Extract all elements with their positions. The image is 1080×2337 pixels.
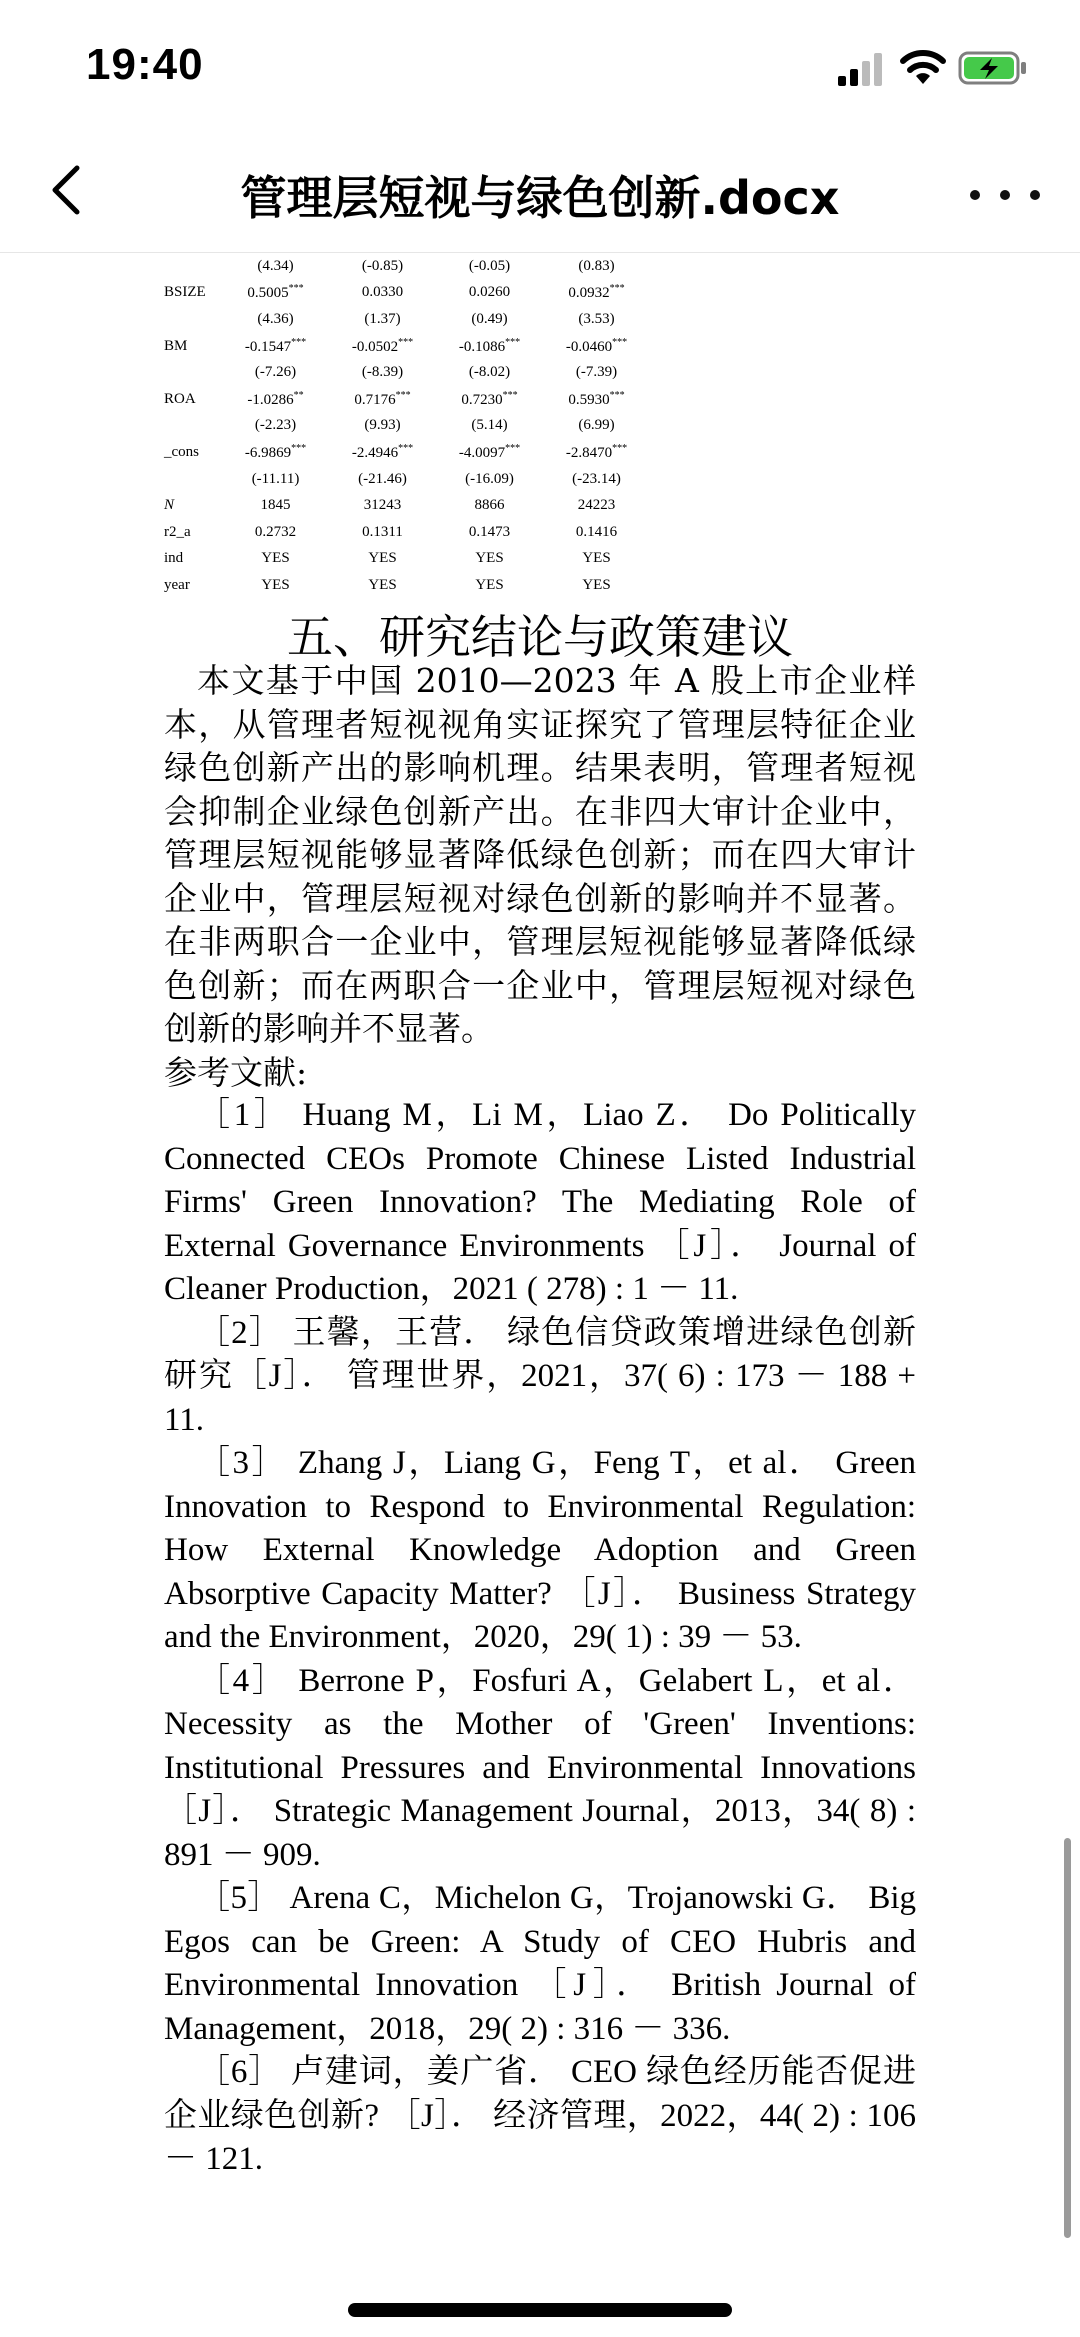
more-options-button[interactable] — [970, 180, 1040, 210]
table-value-cell: (-7.39) — [575, 364, 618, 381]
section-heading: 五、研究结论与政策建议 — [287, 610, 793, 664]
table-value-cell: (0.49) — [471, 310, 508, 327]
reference-item: ［1］ Huang M，Li M，Liao Z． Do Politically Connected CEOs Promote Chinese Listed Industrial Firms' Green Innovation? The Mediating Role of External Governance Environments ［J］． Journal of Cleaner Production，2021 ( 278) : 1 － 11. — [164, 1097, 916, 1307]
table-value-cell: (0.83) — [578, 257, 615, 274]
table-value-cell: (9.93) — [364, 417, 401, 434]
table-value-cell: 0.2732 — [254, 523, 297, 540]
table-value-cell: -6.9869*** — [244, 442, 307, 461]
table-value-cell: -4.0097*** — [458, 442, 521, 461]
table-variable-cell: r2_a — [164, 523, 191, 540]
table-value-cell: 0.0260 — [468, 284, 511, 301]
table-value-cell: YES — [261, 550, 290, 567]
document-title: 管理层短视与绿色创新.docx — [240, 171, 840, 225]
table-value-cell: YES — [368, 550, 397, 567]
more-dot-icon — [1000, 190, 1010, 200]
table-row — [164, 572, 650, 599]
wifi-icon — [900, 48, 946, 88]
table-value-cell: -0.1086*** — [458, 336, 521, 355]
table-variable-cell — [164, 466, 222, 493]
table-value-cell: 0.7230*** — [461, 389, 518, 408]
reference-item: ［6］ 卢建词，姜广省． CEO 绿色经历能否促进企业绿色创新? ［J］． 经济管理，2022，44( 2) : 106 － 121. — [164, 2054, 916, 2177]
table-value-cell: (3.53) — [578, 310, 615, 327]
document-body — [164, 659, 916, 2182]
regression-table — [164, 253, 650, 599]
table-value-cell: YES — [475, 550, 504, 567]
table-value-cell: (5.14) — [471, 417, 508, 434]
table-value-cell: (-8.02) — [468, 364, 511, 381]
table-value-cell: (-0.05) — [468, 257, 511, 274]
table-value-cell: (6.99) — [578, 417, 615, 434]
status-time: 19:40 — [86, 40, 204, 89]
table-row — [164, 546, 650, 573]
table-value-cell: -0.0460*** — [565, 336, 628, 355]
table-value-cell: 0.1473 — [468, 523, 511, 540]
table-variable-cell: N — [164, 497, 175, 514]
more-dot-icon — [970, 190, 980, 200]
table-row — [164, 333, 650, 360]
table-value-cell: YES — [261, 576, 290, 593]
table-value-cell: (-11.11) — [251, 470, 300, 487]
table-row — [164, 519, 650, 546]
table-value-cell: 0.5930*** — [568, 389, 625, 408]
table-value-cell: (-23.14) — [572, 470, 621, 487]
reference-item: ［2］ 王馨，王营． 绿色信贷政策增进绿色创新研究［J］． 管理世界，2021，37( 6) : 173 － 188 + 11. — [164, 1314, 916, 1438]
table-row — [164, 492, 650, 519]
table-value-cell: -0.1547*** — [244, 336, 307, 355]
reference-item: ［3］ Zhang J，Liang G，Feng T，et al． Green Innovation to Respond to Environmental Regulation: How External Knowledge Adoption and Green Absorptive Capacity Matter? ［J］． Business Strategy and the Environment，2020，29( 1) : 39 － 53. — [164, 1445, 916, 1655]
table-variable-cell — [164, 413, 222, 440]
table-value-cell: (4.36) — [257, 310, 294, 327]
table-value-cell: YES — [582, 550, 611, 567]
table-value-cell: (-16.09) — [465, 470, 514, 487]
table-row — [164, 306, 650, 333]
reference-item: ［5］ Arena C，Michelon G，Trojanowski G． Big Egos can be Green: A Study of CEO Hubris and Environmental Innovation ［J］． British Journal of Management，2018，29( 2) : 316 － 336. — [164, 1880, 916, 2047]
table-value-cell: 24223 — [577, 497, 616, 514]
table-value-cell: 0.7176*** — [354, 389, 411, 408]
table-value-cell: -2.8470*** — [565, 442, 628, 461]
table-value-cell: 0.0932*** — [568, 283, 625, 302]
table-row — [164, 439, 650, 466]
table-value-cell: YES — [475, 576, 504, 593]
table-row — [164, 413, 650, 440]
battery-charging-icon — [958, 50, 1028, 86]
table-value-cell: (-8.39) — [361, 364, 404, 381]
table-variable-cell — [164, 253, 222, 280]
home-indicator[interactable] — [348, 2303, 732, 2317]
table-variable-cell: ind — [164, 550, 184, 567]
nav-bar — [0, 130, 1080, 253]
table-value-cell: 0.0330 — [361, 284, 404, 301]
table-value-cell: 0.5005*** — [247, 283, 304, 302]
table-row — [164, 386, 650, 413]
table-value-cell: 1845 — [260, 497, 291, 514]
table-value-cell: (-2.23) — [254, 417, 297, 434]
table-variable-cell — [164, 359, 222, 386]
table-variable-cell: BM — [164, 337, 188, 354]
table-value-cell: 31243 — [363, 497, 402, 514]
table-value-cell: -0.0502*** — [351, 336, 414, 355]
table-row — [164, 359, 650, 386]
table-value-cell: YES — [368, 576, 397, 593]
table-row — [164, 280, 650, 307]
table-row — [164, 253, 650, 280]
table-value-cell: (-7.26) — [254, 364, 297, 381]
table-value-cell: (-21.46) — [358, 470, 407, 487]
cellular-signal-icon — [836, 52, 886, 88]
table-variable-cell: year — [164, 576, 190, 593]
status-bar — [0, 0, 1080, 130]
back-button[interactable] — [36, 160, 96, 220]
document-viewer[interactable] — [0, 253, 1080, 2337]
table-row — [164, 466, 650, 493]
table-variable-cell: _cons — [164, 443, 199, 460]
conclusion-paragraph: 本文基于中国 2010—2023 年 A 股上市企业样本，从管理者短视视角实证探究了管理层特征企业绿色创新产出的影响机理。结果表明，管理者短视会抑制企业绿色创新产出。在非四大审计企业中，管理层短视能够显著降低绿色创新；而在四大审计企业中，管理层短视对绿色创新的影响并不显著。在非两职合一企业中，管理层短视能够显著降低绿色创新；而在两职合一企业中，管理层短视对绿色创新的影响并不显著。 — [164, 661, 916, 1048]
table-value-cell: (-0.85) — [361, 257, 404, 274]
table-value-cell: 0.1416 — [575, 523, 618, 540]
table-value-cell: 8866 — [474, 497, 505, 514]
table-variable-cell: BSIZE — [164, 284, 206, 301]
more-dot-icon — [1030, 190, 1040, 200]
scrollbar[interactable] — [1064, 1838, 1071, 2238]
table-value-cell: (4.34) — [257, 257, 294, 274]
table-value-cell: -2.4946*** — [351, 442, 414, 461]
table-value-cell: YES — [582, 576, 611, 593]
references-heading: 参考文献: — [164, 1052, 308, 1092]
reference-item: ［4］ Berrone P，Fosfuri A，Gelabert L，et al． Necessity as the Mother of 'Green' Inventions: Institutional Pressures and Environmental Innovations ［J］． Strategic Management Journal，2013，34( 8) : 891 － 909. — [164, 1662, 916, 1873]
table-value-cell: (1.37) — [364, 310, 401, 327]
table-variable-cell: ROA — [164, 390, 196, 407]
table-value-cell: -1.0286** — [247, 389, 304, 408]
table-value-cell: 0.1311 — [362, 523, 403, 540]
table-variable-cell — [164, 306, 222, 333]
chevron-left-icon — [51, 164, 81, 216]
